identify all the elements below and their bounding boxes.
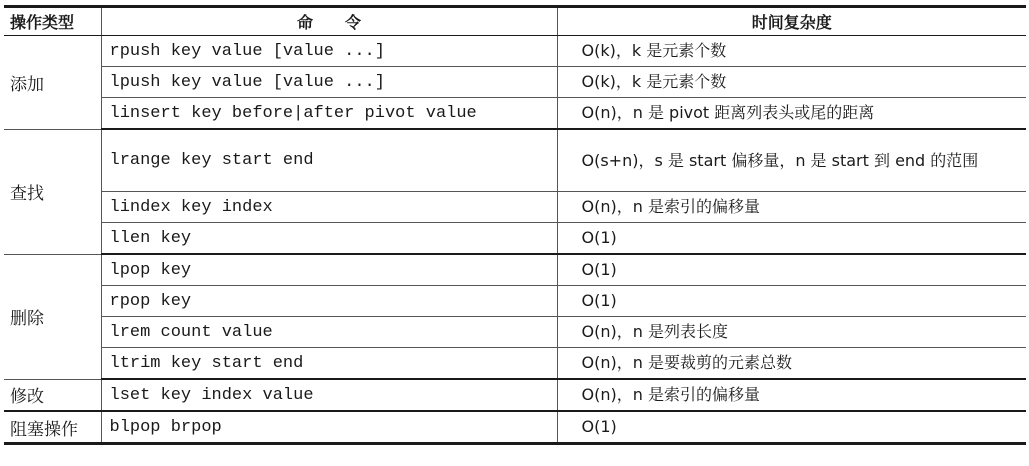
- complexity-cell: O(1): [557, 223, 1026, 255]
- table-row: [4, 286, 1026, 317]
- table-row: [4, 317, 1026, 348]
- complexity-cell: O(n)，n 是要裁剪的元素总数: [557, 348, 1026, 380]
- command-cell: rpop key: [101, 286, 557, 317]
- complexity-cell: O(n)，n 是索引的偏移量: [557, 379, 1026, 411]
- complexity-cell: O(k)，k 是元素个数: [557, 36, 1026, 67]
- command-cell: lpop key: [101, 254, 557, 286]
- group-label-delete: 删除: [4, 254, 101, 379]
- command-cell: linsert key before|after pivot value: [101, 98, 557, 130]
- table-row: [4, 192, 1026, 223]
- table-row: [4, 411, 1026, 444]
- header-command: 命 令: [101, 7, 557, 36]
- table-row: [4, 223, 1026, 255]
- group-label-find: 查找: [4, 129, 101, 254]
- complexity-cell: O(1): [557, 286, 1026, 317]
- table-row: [4, 129, 1026, 192]
- table-row: [4, 379, 1026, 411]
- command-cell: lrem count value: [101, 317, 557, 348]
- command-cell: lindex key index: [101, 192, 557, 223]
- table-row: [4, 348, 1026, 380]
- complexity-cell: O(s+n)，s 是 start 偏移量，n 是 start 到 end 的范围: [557, 129, 1026, 192]
- complexity-table: [4, 5, 1026, 445]
- complexity-cell: O(n)，n 是 pivot 距离列表头或尾的距离: [557, 98, 1026, 130]
- command-cell: rpush key value [value ...]: [101, 36, 557, 67]
- table-header-row: [4, 7, 1026, 36]
- command-cell: lrange key start end: [101, 129, 557, 192]
- command-cell: blpop brpop: [101, 411, 557, 444]
- complexity-cell: O(n)，n 是索引的偏移量: [557, 192, 1026, 223]
- complexity-cell: O(1): [557, 411, 1026, 444]
- command-cell: ltrim key start end: [101, 348, 557, 380]
- table-row: [4, 67, 1026, 98]
- complexity-cell: O(n)，n 是列表长度: [557, 317, 1026, 348]
- table-row: [4, 254, 1026, 286]
- complexity-cell: O(k)，k 是元素个数: [557, 67, 1026, 98]
- header-complexity: 时间复杂度: [557, 7, 1026, 36]
- group-label-add: 添加: [4, 36, 101, 130]
- group-label-modify: 修改: [4, 379, 101, 411]
- command-cell: llen key: [101, 223, 557, 255]
- table-row: [4, 36, 1026, 67]
- group-label-blocking: 阻塞操作: [4, 411, 101, 444]
- complexity-cell: O(1): [557, 254, 1026, 286]
- command-cell: lpush key value [value ...]: [101, 67, 557, 98]
- command-cell: lset key index value: [101, 379, 557, 411]
- table-row: [4, 98, 1026, 130]
- header-op-type: 操作类型: [4, 7, 101, 36]
